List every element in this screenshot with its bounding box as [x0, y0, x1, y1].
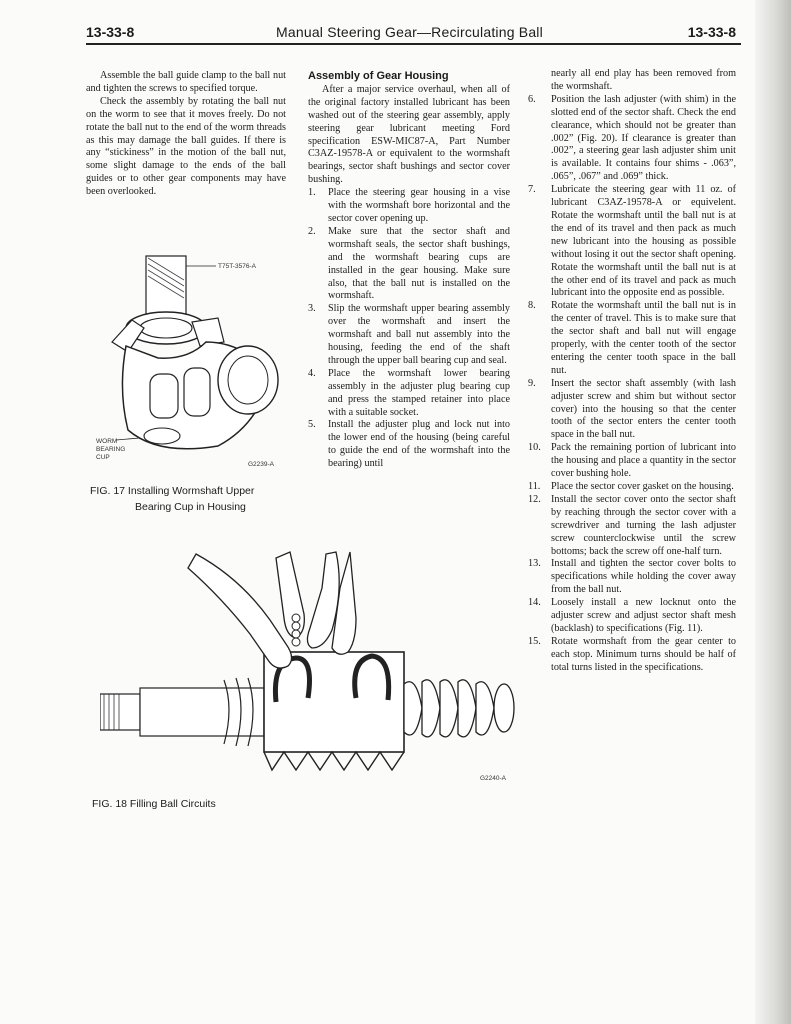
list-item: [308, 303, 510, 368]
step-text: Install the adjuster plug and lock nut into the lower end of the housing (being careful to guide the end of the wormshaft into the bearing) until: [328, 419, 510, 470]
step-number: 14.: [528, 597, 541, 609]
list-item: [308, 226, 510, 303]
page-header: [86, 24, 736, 44]
step-text: Install and tighten the sector cover bolts to specifications while holding the cover away from the ball nut.: [551, 558, 736, 596]
paragraph-ball-guide-clamp: Assemble the ball guide clamp to the ball nut and tighten the screws to specified torque.: [86, 70, 286, 94]
column-right: [528, 68, 736, 675]
list-item: [528, 442, 736, 481]
list-item: [528, 636, 736, 675]
step-number: 7.: [528, 184, 536, 196]
figure-17-illustration: [88, 250, 298, 472]
step-text: Insert the sector shaft assembly (with lash adjuster screw and shim but without sector cover) into the housing so that the center tooth of the sector enters the center tooth space in the ball nut.: [551, 377, 736, 441]
figure-17-caption-line2: Bearing Cup in Housing: [135, 501, 246, 513]
column-middle: [308, 70, 510, 471]
figure-18-illustration: [100, 548, 520, 788]
step-text: Position the lash adjuster (with shim) in the slotted end of the sector shaft. Check the end clearance, which should not be greater than .002” (Fig. 20). If clearance is greater than .002”, a steering gear lash adjuster shim unit is available. It contains four shims - .063”, .065”, .067” and .069” thick.: [551, 93, 736, 183]
step-number: 2.: [308, 225, 316, 237]
page-edge-shadow: [755, 0, 791, 1024]
step-number: 12.: [528, 493, 541, 505]
step-text: Place the steering gear housing in a vise with the wormshaft bore horizontal and the sector cover opening up.: [328, 187, 510, 224]
list-item: [528, 494, 736, 559]
tool-label: T75T-3576-A: [218, 263, 256, 270]
step-text: Lubricate the steering gear with 11 oz. of lubricant C3AZ-19578-A or equivelent. Rotate the wormshaft until the ball nut is at the end of its travel and then pack as much new lubricant into the housing as possible without losing it out the sector shaft opening. Rotate the wormshaft until the ball nut is at the other end of its travel and pack as much lubricant into the opposite end as possible.: [551, 184, 736, 299]
step-number: 9.: [528, 377, 536, 389]
page-number-right: 13-33-8: [687, 24, 736, 40]
step-number: 8.: [528, 300, 536, 312]
step-text: Rotate wormshaft from the gear center to each stop. Minimum turns should be half of total turns listed in the specifications.: [551, 635, 736, 673]
step-number: 1.: [308, 187, 316, 199]
steps-list-middle: [308, 187, 510, 471]
step-number: 11.: [528, 481, 541, 492]
step-number: 3.: [308, 303, 316, 315]
figure-18-code: G2240-A: [480, 775, 507, 782]
figure-17-code: G2239-A: [248, 461, 275, 468]
step-number: 6.: [528, 93, 536, 105]
step-text: Make sure that the sector shaft and wormshaft seals, the sector shaft bushings, and the wormshaft bearing cups are installed in the gear housing. Make sure also, that the ball nut is installed on the wormshaft.: [328, 225, 510, 302]
step-number: 10.: [528, 442, 541, 454]
paragraph-continuation: nearly all end play has been removed from the wormshaft.: [551, 68, 736, 92]
list-item: [528, 558, 736, 597]
column-left: [86, 70, 286, 199]
step-number: 4.: [308, 367, 316, 379]
steps-list-right: [528, 94, 736, 675]
page-number-left: 13-33-8: [86, 24, 135, 40]
list-item: [528, 300, 736, 377]
list-item: [308, 419, 510, 471]
list-item: [528, 184, 736, 300]
worm-label-line3: CUP: [96, 454, 110, 461]
figure-18-caption: FIG. 18 Filling Ball Circuits: [92, 798, 216, 810]
worm-label-line2: BEARING: [96, 446, 126, 453]
list-item: [528, 94, 736, 184]
paragraph-intro: After a major service overhaul, when all of the original factory installed lubricant has been washed out of the steering gear assembly, apply steering gear lubricant meeting Ford specification ESW-MIC87-A, Part Number C3AZ-19578-A or equivalent to the wormshaft bearings, sector shaft bushings and sector cover bushing.: [308, 83, 510, 186]
step-text: Install the sector cover onto the sector shaft by reaching through the sector cover with a screwdriver and turning the lash adjuster screw counterclockwise until the screw bottoms; back the screw off one-half turn.: [551, 493, 736, 557]
header-rule: [86, 43, 741, 45]
step-text: Place the sector cover gasket on the housing.: [551, 481, 734, 492]
step-number: 13.: [528, 558, 541, 570]
figure-17-caption: [90, 483, 290, 515]
step-text: Rotate the wormshaft until the ball nut is in the center of travel. This is to make sure that the sector shaft and ball nut will engage properly, with the center tooth of the sector entering the center tooth space in the ball nut.: [551, 300, 736, 376]
list-item: [528, 597, 736, 636]
list-item: [528, 481, 736, 494]
paragraph-check-assembly: Check the assembly by rotating the ball nut on the worm to see that it moves freely. Do not rotate the ball nut to the end of the worm threads as this may damage the ball guides. If there is any “stickiness” in the motion of the ball nut, some slight damage to the ends of the ball guides or to other gear components may have been overlooked.: [86, 95, 286, 198]
step-number: 5.: [308, 419, 316, 431]
list-item: [308, 368, 510, 420]
list-item: [308, 187, 510, 226]
step-text: Loosely install a new locknut onto the adjuster screw and adjust sector shaft mesh (backlash) to specifications (Fig. 11).: [551, 597, 736, 634]
worm-label-line1: WORM: [96, 438, 118, 445]
step-number: 15.: [528, 635, 541, 647]
page-title: Manual Steering Gear—Recirculating Ball: [276, 24, 543, 40]
step-text: Place the wormshaft lower bearing assembly in the adjuster plug bearing cup and press the stamped retainer into place with a suitable socket.: [328, 367, 510, 418]
figure-17-caption-line1: FIG. 17 Installing Wormshaft Upper: [90, 485, 255, 497]
section-heading-assembly: Assembly of Gear Housing: [308, 70, 449, 82]
step-text: Slip the wormshaft upper bearing assembly over the wormshaft and insert the wormshaft and ball nut assembly into the housing, feeding the end of the shaft through the upper ball bearing cup and seal.: [328, 303, 510, 366]
step-text: Pack the remaining portion of lubricant into the housing and place a quantity in the sector cover bushing hole.: [551, 442, 736, 480]
list-item: [528, 378, 736, 443]
